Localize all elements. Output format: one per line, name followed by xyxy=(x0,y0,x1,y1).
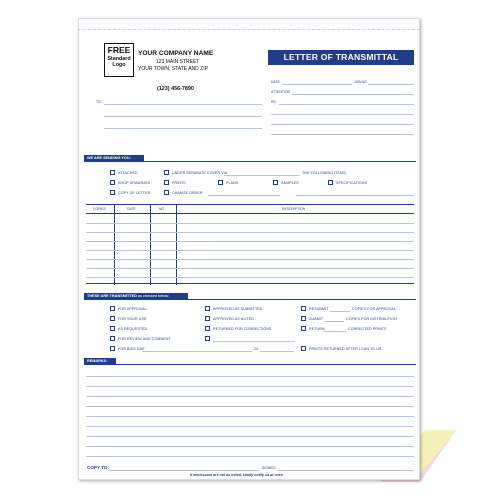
table-row[interactable] xyxy=(86,259,414,260)
attached-label: ATTACHED xyxy=(118,171,138,175)
separate-cover-checkbox[interactable] xyxy=(164,170,169,175)
transmitted-header xyxy=(84,293,188,300)
date-line[interactable] xyxy=(282,84,352,85)
approved-noted-label: APPROVED AS NOTED xyxy=(213,317,254,321)
return-checkbox[interactable] xyxy=(301,326,306,331)
logo-line2: Logo xyxy=(112,61,126,68)
copies-approval-label: COPIES FOR APPROVAL xyxy=(352,307,396,311)
bids-due-year-line[interactable] xyxy=(260,351,294,352)
approved-submitted-checkbox[interactable] xyxy=(205,306,210,311)
for-your-use-checkbox[interactable] xyxy=(110,316,115,321)
specifications-label: SPECIFICATIONS xyxy=(336,181,368,185)
remarks-line[interactable] xyxy=(86,446,414,447)
remarks-header: REMARKS: xyxy=(84,358,116,365)
other-line[interactable] xyxy=(296,195,414,196)
extra-checkbox[interactable] xyxy=(205,336,210,341)
bids-due-label: FOR BIDS DUE xyxy=(118,347,145,351)
remarks-line[interactable] xyxy=(86,406,414,407)
return-line[interactable] xyxy=(324,331,346,332)
submit-checkbox[interactable] xyxy=(301,316,306,321)
logo-line1: Standard xyxy=(107,55,131,62)
remarks-header-bar xyxy=(84,358,416,365)
remarks-line[interactable] xyxy=(86,426,414,427)
prints-label: PRINTS xyxy=(172,181,186,185)
logo-free: FREE xyxy=(107,45,131,55)
plans-checkbox[interactable] xyxy=(218,180,223,185)
returned-corrections-checkbox[interactable] xyxy=(205,326,210,331)
form-stub xyxy=(78,18,420,30)
remarks-line[interactable] xyxy=(86,456,414,457)
for-approval-checkbox[interactable] xyxy=(110,306,115,311)
re-label: RE: xyxy=(271,100,277,104)
form-title: LETTER OF TRANSMITTAL xyxy=(283,52,399,62)
returned-corrections-label: RETURNED FOR CORRECTIONS xyxy=(213,327,272,331)
date-label: DATE xyxy=(271,80,280,84)
bids-due-line[interactable] xyxy=(142,351,252,352)
sending-header-bar xyxy=(84,155,416,162)
resubmit-label: RESUBMIT xyxy=(309,307,329,311)
copies-header: COPIES xyxy=(93,207,106,211)
bids-due-checkbox[interactable] xyxy=(110,346,115,351)
change-order-label: CHANGE ORDER xyxy=(172,191,203,195)
approved-noted-checkbox[interactable] xyxy=(205,316,210,321)
extra-line[interactable] xyxy=(213,341,295,342)
re-line-4[interactable] xyxy=(271,134,414,135)
date-header: DATE xyxy=(127,207,136,211)
title-banner xyxy=(268,50,414,65)
for-your-use-label: FOR YOUR USE xyxy=(118,317,147,321)
submit-line[interactable] xyxy=(324,321,344,322)
table-row[interactable] xyxy=(86,250,414,251)
to-line-1[interactable] xyxy=(104,104,262,105)
remarks-line[interactable] xyxy=(86,416,414,417)
re-line-3[interactable] xyxy=(271,124,414,125)
shop-drawings-label: SHOP DRAWINGS xyxy=(118,181,151,185)
attention-label: ATTENTION xyxy=(271,90,290,94)
re-line-1[interactable] xyxy=(279,104,414,105)
as-requested-label: AS REQUESTED xyxy=(118,327,148,331)
samples-label: SAMPLES xyxy=(281,181,299,185)
return-label: RETURN xyxy=(309,327,325,331)
signed-label: SIGNED: xyxy=(262,466,276,470)
prints-returned-checkbox[interactable] xyxy=(301,346,306,351)
transmitted-header-bold: THESE ARE TRANSMITTED xyxy=(87,294,137,298)
to-line-3[interactable] xyxy=(104,128,262,129)
copy-to-line[interactable] xyxy=(108,470,258,471)
copy-to-label: COPY TO: xyxy=(87,465,110,470)
remarks-line[interactable] xyxy=(86,436,414,437)
table-row[interactable] xyxy=(86,232,414,233)
attached-checkbox[interactable] xyxy=(110,170,115,175)
review-comment-checkbox[interactable] xyxy=(110,336,115,341)
footer-note: If enclosures are not as noted, kindly notify us at once. xyxy=(190,473,284,477)
job-no-label: JOB NO. xyxy=(354,80,368,84)
samples-checkbox[interactable] xyxy=(273,180,278,185)
following-items-label: THE FOLLOWING ITEMS: xyxy=(302,171,347,175)
remarks-line[interactable] xyxy=(86,396,414,397)
no-header: NO. xyxy=(159,207,166,211)
company-city: YOUR TOWN, STATE AND ZIP xyxy=(138,66,208,72)
description-header: DESCRIPTION xyxy=(282,207,306,211)
resubmit-checkbox[interactable] xyxy=(301,306,306,311)
prints-returned-label: PRINTS RETURNED AFTER LOAN TO US xyxy=(309,347,382,351)
bids-due-year: 20 xyxy=(254,347,259,351)
plans-label: PLANS xyxy=(226,181,239,185)
separate-cover-label: UNDER SEPARATE COVER VIA xyxy=(172,171,228,175)
table-row[interactable] xyxy=(86,241,414,242)
resubmit-line[interactable] xyxy=(330,311,350,312)
company-phone: (123) 456-7890 xyxy=(157,86,194,92)
change-order-line[interactable] xyxy=(208,195,280,196)
copy-of-letter-label: COPY OF LETTER xyxy=(118,191,151,195)
specifications-checkbox[interactable] xyxy=(328,180,333,185)
signed-line[interactable] xyxy=(278,470,414,471)
separate-cover-line[interactable] xyxy=(224,175,300,176)
to-line-2[interactable] xyxy=(104,116,262,117)
company-name: YOUR COMPANY NAME xyxy=(138,50,214,57)
remarks-line[interactable] xyxy=(86,386,414,387)
col-divider-2 xyxy=(150,205,151,285)
review-comment-label: FOR REVIEW AND COMMENT xyxy=(118,337,171,341)
to-label: TO: xyxy=(96,100,102,104)
job-no-line[interactable] xyxy=(368,84,414,85)
items-table xyxy=(86,204,414,284)
table-row[interactable] xyxy=(86,277,414,278)
approved-submitted-label: APPROVED AS SUBMITTED xyxy=(213,307,263,311)
company-street: 123 MAIN STREET xyxy=(156,59,200,65)
copies-distribution-label: COPIES FOR DISTRIBUTION xyxy=(346,317,397,321)
re-line-2[interactable] xyxy=(271,114,414,115)
change-order-checkbox[interactable] xyxy=(164,190,169,195)
attention-line[interactable] xyxy=(292,94,414,95)
prints-checkbox[interactable] xyxy=(164,180,169,185)
col-divider-1 xyxy=(114,205,115,285)
copy-of-letter-checkbox[interactable] xyxy=(110,190,115,195)
table-row[interactable] xyxy=(86,268,414,269)
corrected-prints-label: CORRECTED PRINTS xyxy=(348,327,387,331)
table-row[interactable] xyxy=(86,223,414,224)
sending-header: WE ARE SENDING YOU: xyxy=(84,155,144,162)
shop-drawings-checkbox[interactable] xyxy=(110,180,115,185)
as-requested-checkbox[interactable] xyxy=(110,326,115,331)
logo-block xyxy=(104,43,134,77)
submit-label: SUBMIT xyxy=(309,317,324,321)
for-approval-label: FOR APPROVAL xyxy=(118,307,147,311)
transmitted-header-tail: as checked below: xyxy=(137,294,170,298)
transmitted-header-bar xyxy=(84,293,416,300)
remarks-line[interactable] xyxy=(86,376,414,377)
col-divider-3 xyxy=(176,205,177,285)
